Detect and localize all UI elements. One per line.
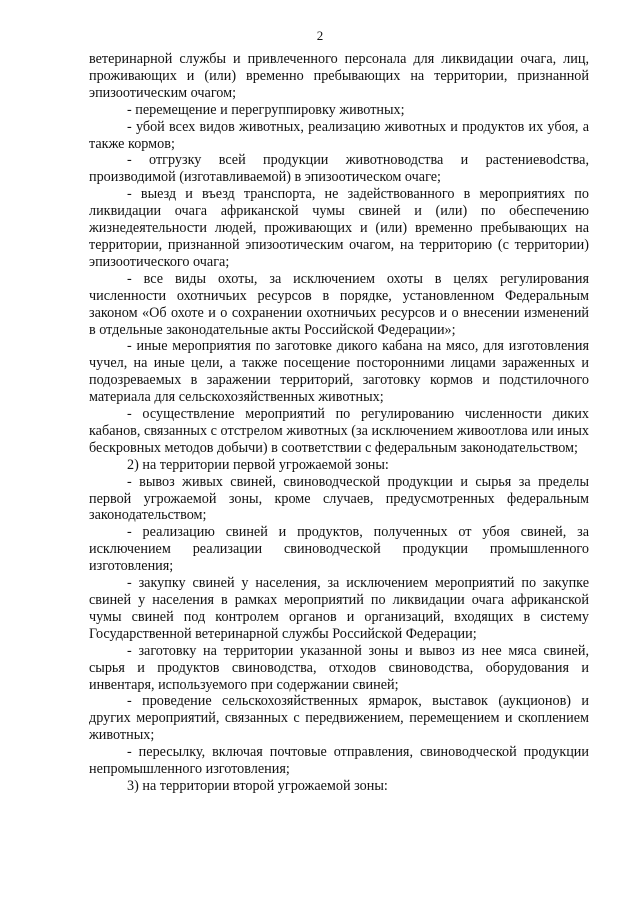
paragraph-continuation: ветеринарной службы и привлеченного персонала для ликвидации очага, лиц, проживающих и (или) временно пребывающих на территории, признанной эпизоотическим очагом; (89, 51, 589, 101)
list-item-paragraph: - убой всех видов животных, реализацию животных и продуктов их убоя, а также кормов; (89, 118, 589, 152)
list-item-paragraph: - реализацию свиней и продуктов, полученных от убоя свиней, за исключением реализации свиноводческой продукции промышленного изготовления; (89, 524, 589, 575)
list-item-paragraph: - иные мероприятия по заготовке дикого кабана на мясо, для изготовления чучел, на иные цели, а также посещение посторонними лицами зараженных и подозреваемых в заражении территорий, заготовку кормов и подстилочного материала для сельскохозяйственных животных; (89, 338, 589, 406)
list-item-paragraph: - отгрузку всей продукции животноводства и растениевodства, производимой (изготавливаемой) в эпизоотическом очаге; (89, 152, 589, 186)
list-item-paragraph: - пересылку, включая почтовые отправления, свиноводческой продукции непромышленного изготовления; (89, 744, 589, 778)
list-item-paragraph: - осуществление мероприятий по регулированию численности диких кабанов, связанных с отстрелом животных (за исключением живоотлова или иных бескровных методов добычи) в соответствии с федеральным законодательством; (89, 406, 589, 456)
document-body (89, 51, 589, 795)
list-item-paragraph: - вывоз живых свиней, свиноводческой продукции и сырья за пределы первой угрожаемой зоны, кроме случаев, предусмотренных федеральным законодательством; (89, 473, 589, 524)
list-item-paragraph: - выезд и въезд транспорта, не задействованного в мероприятиях по ликвидации очага африканской чумы свиней и (или) по обеспечению жизнедеятельности людей, проживающих и (или) временно пребывающих на территории, признанной эпизоотическим очагом, на территорию (с территории) эпизоотического очага; (89, 186, 589, 270)
section-heading-first-zone: 2) на территории первой угрожаемой зоны: (127, 456, 389, 473)
list-item-paragraph: - закупку свиней у населения, за исключением мероприятий по закупке свиней у населения в рамках мероприятий по ликвидации очага африканской чумы свиней под контролем органов и организаций, входящих в систему Государственной ветеринарной службы Российской Федерации; (89, 575, 589, 642)
list-item-paragraph: - проведение сельскохозяйственных ярмарок, выставок (аукционов) и других мероприятий, связанных с передвижением, перемещением и скоплением животных; (89, 693, 589, 744)
list-item-paragraph: - перемещение и перегруппировку животных; (127, 101, 405, 118)
page-number: 2 (316, 28, 324, 43)
list-item-paragraph: - все виды охоты, за исключением охоты в целях регулирования численности охотничьих ресурсов в порядке, установленном Федеральным законом «Об охоте и о сохранении охотничьих ресурсов и о внесении изменений в отдельные законодательные акты Российской Федерации»; (89, 270, 589, 338)
section-heading-second-zone: 3) на территории второй угрожаемой зоны: (127, 777, 388, 794)
list-item-paragraph: - заготовку на территории указанной зоны и вывоз из нее мяса свиней, сырья и продуктов свиноводства, отходов свиноводства, оборудования и инвентаря, используемого при содержании свиней; (89, 642, 589, 693)
